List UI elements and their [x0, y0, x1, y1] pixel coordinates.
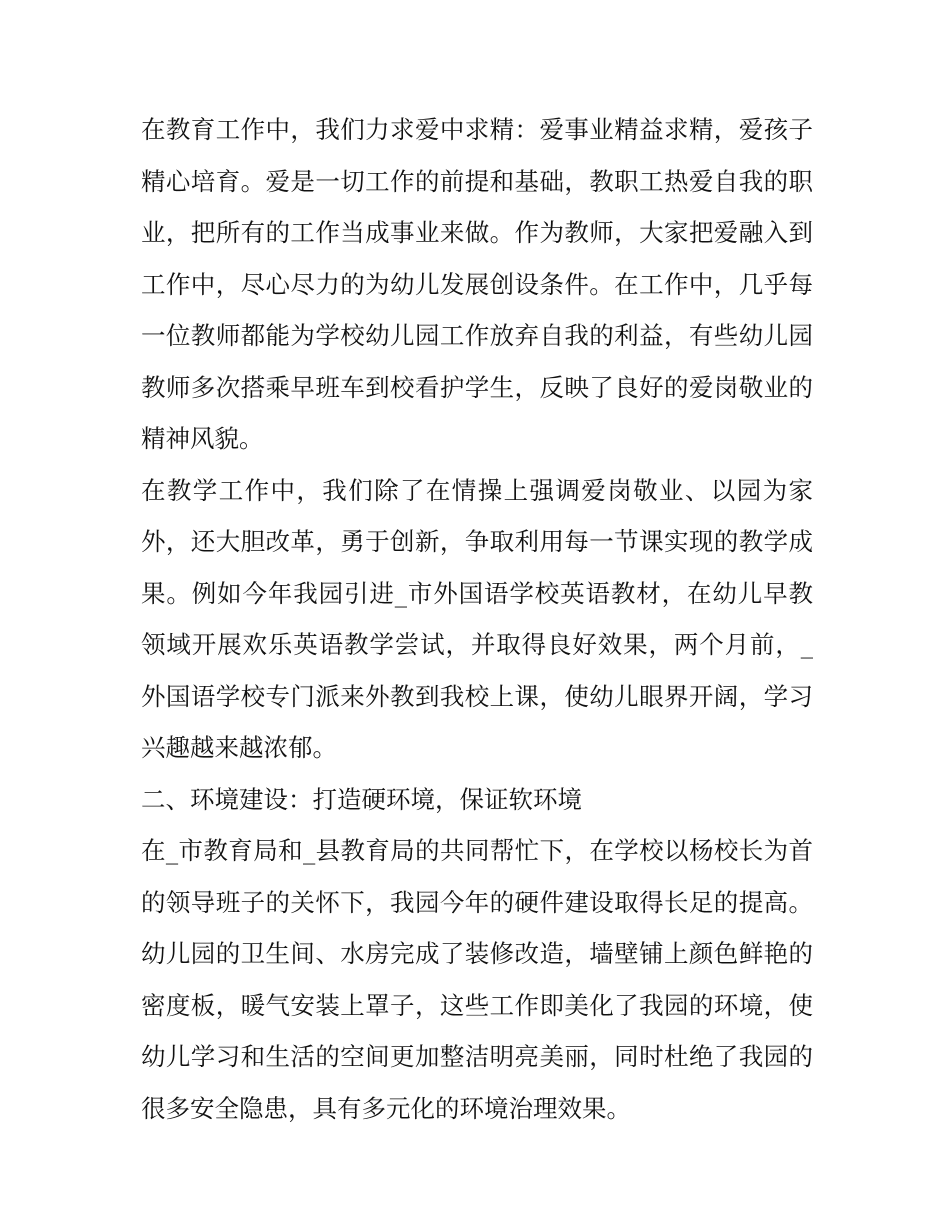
paragraph-line: 幼儿学习和生活的空间更加整洁明亮美丽，同时杜绝了我园的: [141, 1042, 813, 1071]
paragraph-line: 兴趣越来越浓郁。: [141, 733, 337, 762]
paragraph-line: 在教育工作中，我们力求爱中求精：爱事业精益求精，爱孩子: [141, 115, 813, 144]
paragraph-line: 密度板，暖气安装上罩子，这些工作即美化了我园的环境，使: [141, 990, 813, 1020]
paragraph-line: 在_市教育局和_县教育局的共同帮忙下，在学校以杨校长为首: [141, 836, 813, 865]
paragraph-line: 外国语学校专门派来外教到我校上课，使幼儿眼界开阔，学习: [141, 681, 813, 711]
paragraph-line: 在教学工作中，我们除了在情操上强调爱岗敬业、以园为家: [141, 475, 813, 505]
paragraph-teaching-work: [141, 465, 813, 774]
paragraph-line: 教师多次搭乘早班车到校看护学生，反映了良好的爱岗敬业的: [141, 372, 813, 402]
paragraph-love-in-education: [141, 104, 813, 465]
paragraph-line: 果。例如今年我园引进_市外国语学校英语教材，在幼儿早教: [141, 578, 813, 608]
paragraph-line: 幼儿园的卫生间、水房完成了装修改造，墙壁铺上颜色鲜艳的: [141, 939, 813, 968]
paragraph-line: 领域开展欢乐英语教学尝试，并取得良好效果，两个月前，_: [141, 630, 813, 659]
document-body: [141, 104, 813, 1134]
paragraph-line: 工作中，尽心尽力的为幼儿发展创设条件。在工作中，几乎每: [141, 269, 813, 299]
paragraph-line: 业，把所有的工作当成事业来做。作为教师，大家把爱融入到: [141, 218, 813, 247]
paragraph-environment-building: [141, 825, 813, 1134]
section-heading-environment: 二、环境建设：打造硬环境，保证软环境: [141, 784, 582, 814]
paragraph-line: 精心培育。爱是一切工作的前提和基础，教职工热爱自我的职: [141, 166, 813, 196]
paragraph-line: 的领导班子的关怀下，我园今年的硬件建设取得长足的提高。: [141, 887, 813, 917]
paragraph-line: 很多安全隐患，具有多元化的环境治理效果。: [141, 1093, 631, 1123]
paragraph-line: 精神风貌。: [141, 424, 264, 453]
paragraph-line: 外，还大胆改革，勇于创新，争取利用每一节课实现的教学成: [141, 527, 813, 556]
paragraph-line: 一位教师都能为学校幼儿园工作放弃自我的利益，有些幼儿园: [141, 321, 813, 350]
